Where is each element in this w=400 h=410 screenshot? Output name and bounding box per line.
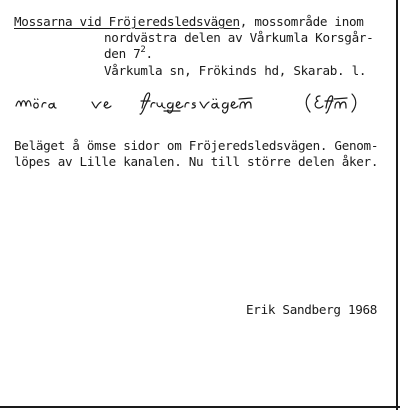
card-bottom-edge xyxy=(0,406,400,408)
location-superscript: 2 xyxy=(140,45,146,55)
description-line-1: Beläget å ömse sidor om Fröjeredsledsvägen. Genom- xyxy=(14,138,379,153)
header-line-1 xyxy=(14,14,364,30)
handwritten-pronunciation xyxy=(14,86,374,116)
description-line-2: löpes av Lille kanalen. Nu till större delen åker. xyxy=(14,154,379,169)
place-name-title: Mossarna vid Fröjeredsledsvägen xyxy=(14,14,240,29)
location-period: . xyxy=(145,46,153,61)
parish-district-line: Vårkumla sn, Frökinds hd, Skarab. l. xyxy=(104,63,367,78)
title-description: , mossområde inom xyxy=(239,14,364,29)
header-line-3 xyxy=(104,46,153,62)
header-line-2: nordvästra delen av Vårkumla Korsgår- xyxy=(104,30,374,45)
location-text: den 7 xyxy=(104,46,141,61)
card-right-edge xyxy=(396,0,398,410)
author-signature: Erik Sandberg 1968 xyxy=(246,302,378,317)
